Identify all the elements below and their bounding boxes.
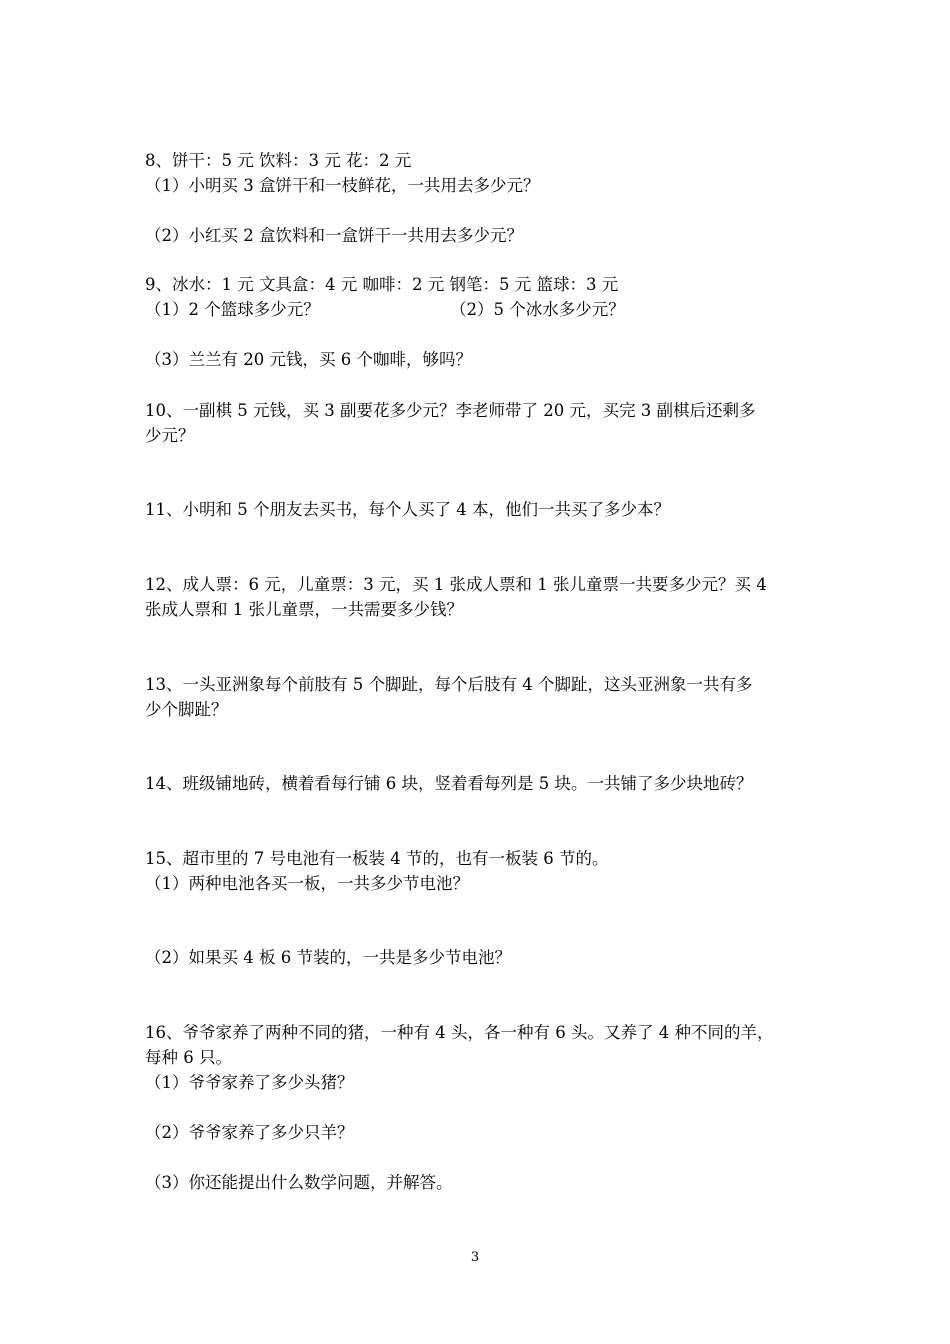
q10-line2: 少元？ [145,426,195,445]
q16-part2: （2）爷爷家养了多少只羊？ [145,1123,354,1142]
q15-part1: （1）两种电池各买一板，一共多少节电池？ [145,874,469,893]
q9-part3: （3）兰兰有 20 元钱，买 6 个咖啡，够吗？ [145,350,472,369]
q8-part1: （1）小明买 3 盒饼干和一枝鲜花，一共用去多少元？ [145,176,540,195]
q9-part1: （1）2 个篮球多少元？ [145,300,320,319]
q8-part2: （2）小红买 2 盒饮料和一盒饼干一共用去多少元？ [145,226,523,245]
q16-line1: 16、爷爷家养了两种不同的猪，一种有 4 头，各一种有 6 头。又养了 4 种不同的羊， [145,1023,774,1042]
q12-line1: 12、成人票：6 元，儿童票：3 元，买 1 张成人票和 1 张儿童票一共要多少元？买 4 [145,575,767,594]
q13-line1: 13、一头亚洲象每个前肢有 5 个脚趾，每个后肢有 4 个脚趾，这头亚洲象一共有多 [145,675,753,694]
q9-part2: （2）5 个冰水多少元？ [450,300,625,319]
q8-prices: 8、饼干：5 元 饮料：3 元 花：2 元 [145,151,412,170]
q16-line2: 每种 6 只。 [145,1048,232,1067]
q16-part3: （3）你还能提出什么数学问题，并解答。 [145,1173,453,1192]
q13-line2: 少个脚趾？ [145,700,228,719]
q10-line1: 10、一副棋 5 元钱，买 3 副要花多少元？李老师带了 20 元，买完 3 副棋后还剩多 [145,401,756,420]
q14-line1: 14、班级铺地砖，横着看每行铺 6 块，竖着看每列是 5 块。一共铺了多少块地砖？ [145,774,753,793]
q11-line1: 11、小明和 5 个朋友去买书，每个人买了 4 本，他们一共买了多少本？ [145,500,670,519]
page-number: 3 [470,1250,480,1265]
q15-line1: 15、超市里的 7 号电池有一板装 4 节的，也有一板装 6 节的。 [145,849,609,868]
q16-part1: （1）爷爷家养了多少头猪？ [145,1073,354,1092]
q9-prices: 9、冰水：1 元 文具盒：4 元 咖啡：2 元 钢笔：5 元 篮球：3 元 [145,275,619,294]
q15-part2: （2）如果买 4 板 6 节装的，一共是多少节电池？ [145,948,511,967]
q12-line2: 张成人票和 1 张儿童票，一共需要多少钱？ [145,600,463,619]
